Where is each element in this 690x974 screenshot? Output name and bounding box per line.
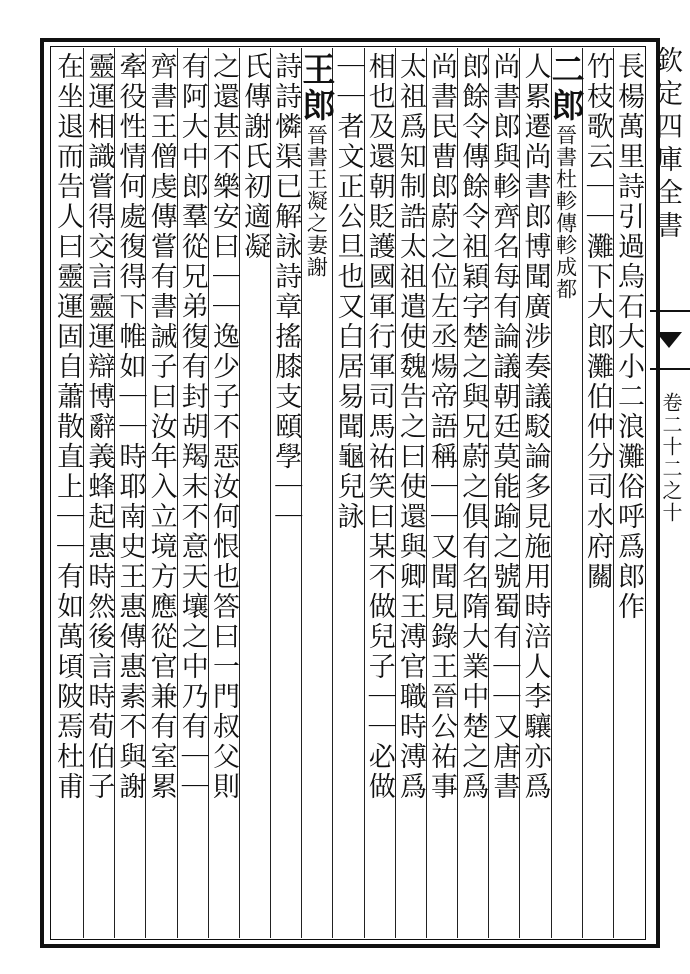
column-text: ｜｜者文正公旦也又白居易聞龜兒詠 <box>332 52 364 532</box>
text-column <box>426 52 457 932</box>
text-column <box>488 52 519 932</box>
entry-annotation: 晉書王凝之妻謝 <box>304 124 329 278</box>
column-rule <box>488 48 489 938</box>
book-title-margin: 欽定四庫全書 <box>651 46 682 244</box>
text-column <box>457 52 488 932</box>
column-rule <box>457 48 458 938</box>
column-text: 相也及還朝貶護國軍行軍司馬祐笑曰某不做兒子｜｜必做 <box>363 52 395 802</box>
column-rule <box>426 48 427 938</box>
column-text: 齊書王僧虔傳嘗有書誡子曰汝年入立境方應從官兼有室累 <box>145 52 177 802</box>
column-text: 竹枝歌云｜｜灘下大郎灘伯仲分司水府關 <box>581 52 613 592</box>
column-rule <box>301 48 302 938</box>
text-column <box>395 52 426 932</box>
volume-label-margin: 卷二十二之十 <box>659 392 683 524</box>
column-rule <box>145 48 146 938</box>
entry-heading: 二郎 <box>546 52 586 124</box>
column-text: 人累遷尚書郎博聞廣涉奏議駁論多見施用時涪人李驤亦爲 <box>519 52 551 802</box>
text-column <box>114 52 145 932</box>
text-column <box>332 52 363 932</box>
text-column <box>239 52 270 932</box>
column-text: 氏傳謝氏初適凝 <box>239 52 271 262</box>
column-rule <box>83 48 84 938</box>
column-text: 牽役性情何處復得下帷如｜｜時耶南史王惠傳惠素不與謝 <box>114 52 146 802</box>
column-rule <box>332 48 333 938</box>
column-text: 之還甚不樂安曰｜｜逸少子不惡汝何恨也答曰一門叔父則 <box>207 52 239 802</box>
text-column <box>613 52 644 932</box>
column-text: 詩詩憐渠已解詠詩章搖膝支頤學｜｜ <box>270 52 302 532</box>
entry-heading: 王郎 <box>297 52 337 124</box>
column-text: 郎餘令傳餘令祖穎字楚之與兄蔚之俱有名隋大業中楚之爲 <box>457 52 489 802</box>
column-text: 尚書民曹郎蔚之位左丞煬帝語稱｜｜又聞見錄王晉公祐事 <box>426 52 458 802</box>
text-column <box>52 52 83 932</box>
column-text: 靈運相識嘗得交言靈運辯博辭義蜂起惠時然後言時荀伯子 <box>83 52 115 802</box>
text-column <box>208 52 239 932</box>
text-column <box>145 52 176 932</box>
text-column <box>177 52 208 932</box>
text-column <box>364 52 395 932</box>
text-column <box>270 52 301 932</box>
column-text: 長楊萬里詩引過烏石大小二浪灘俗呼爲郎作 <box>612 52 644 622</box>
text-column <box>582 52 613 932</box>
text-column <box>546 52 586 932</box>
entry-annotation: 晉書杜軫傳軫成都 <box>553 124 578 300</box>
text-column <box>83 52 114 932</box>
text-column <box>519 52 550 932</box>
column-text: 尚書郎與軫齊名每有論議朝廷莫能踰之號蜀有｜｜又唐書 <box>488 52 520 802</box>
fishtail-ornament <box>650 310 690 370</box>
text-column <box>297 52 337 932</box>
column-text: 有阿大中郎羣從兄弟復有封胡羯末不意天壤之中乃有｜｜ <box>176 52 208 802</box>
column-rule <box>270 48 271 938</box>
column-text: 在坐退而告人曰靈運固自蕭散直上｜｜有如萬頃陂焉杜甫 <box>52 52 84 802</box>
column-text: 太祖爲知制誥太祖遣使魏告之曰使還與卿王溥官職時溥爲 <box>394 52 426 802</box>
column-rule <box>519 48 520 938</box>
column-rule <box>114 48 115 938</box>
column-rule <box>239 48 240 938</box>
column-rule <box>582 48 583 938</box>
